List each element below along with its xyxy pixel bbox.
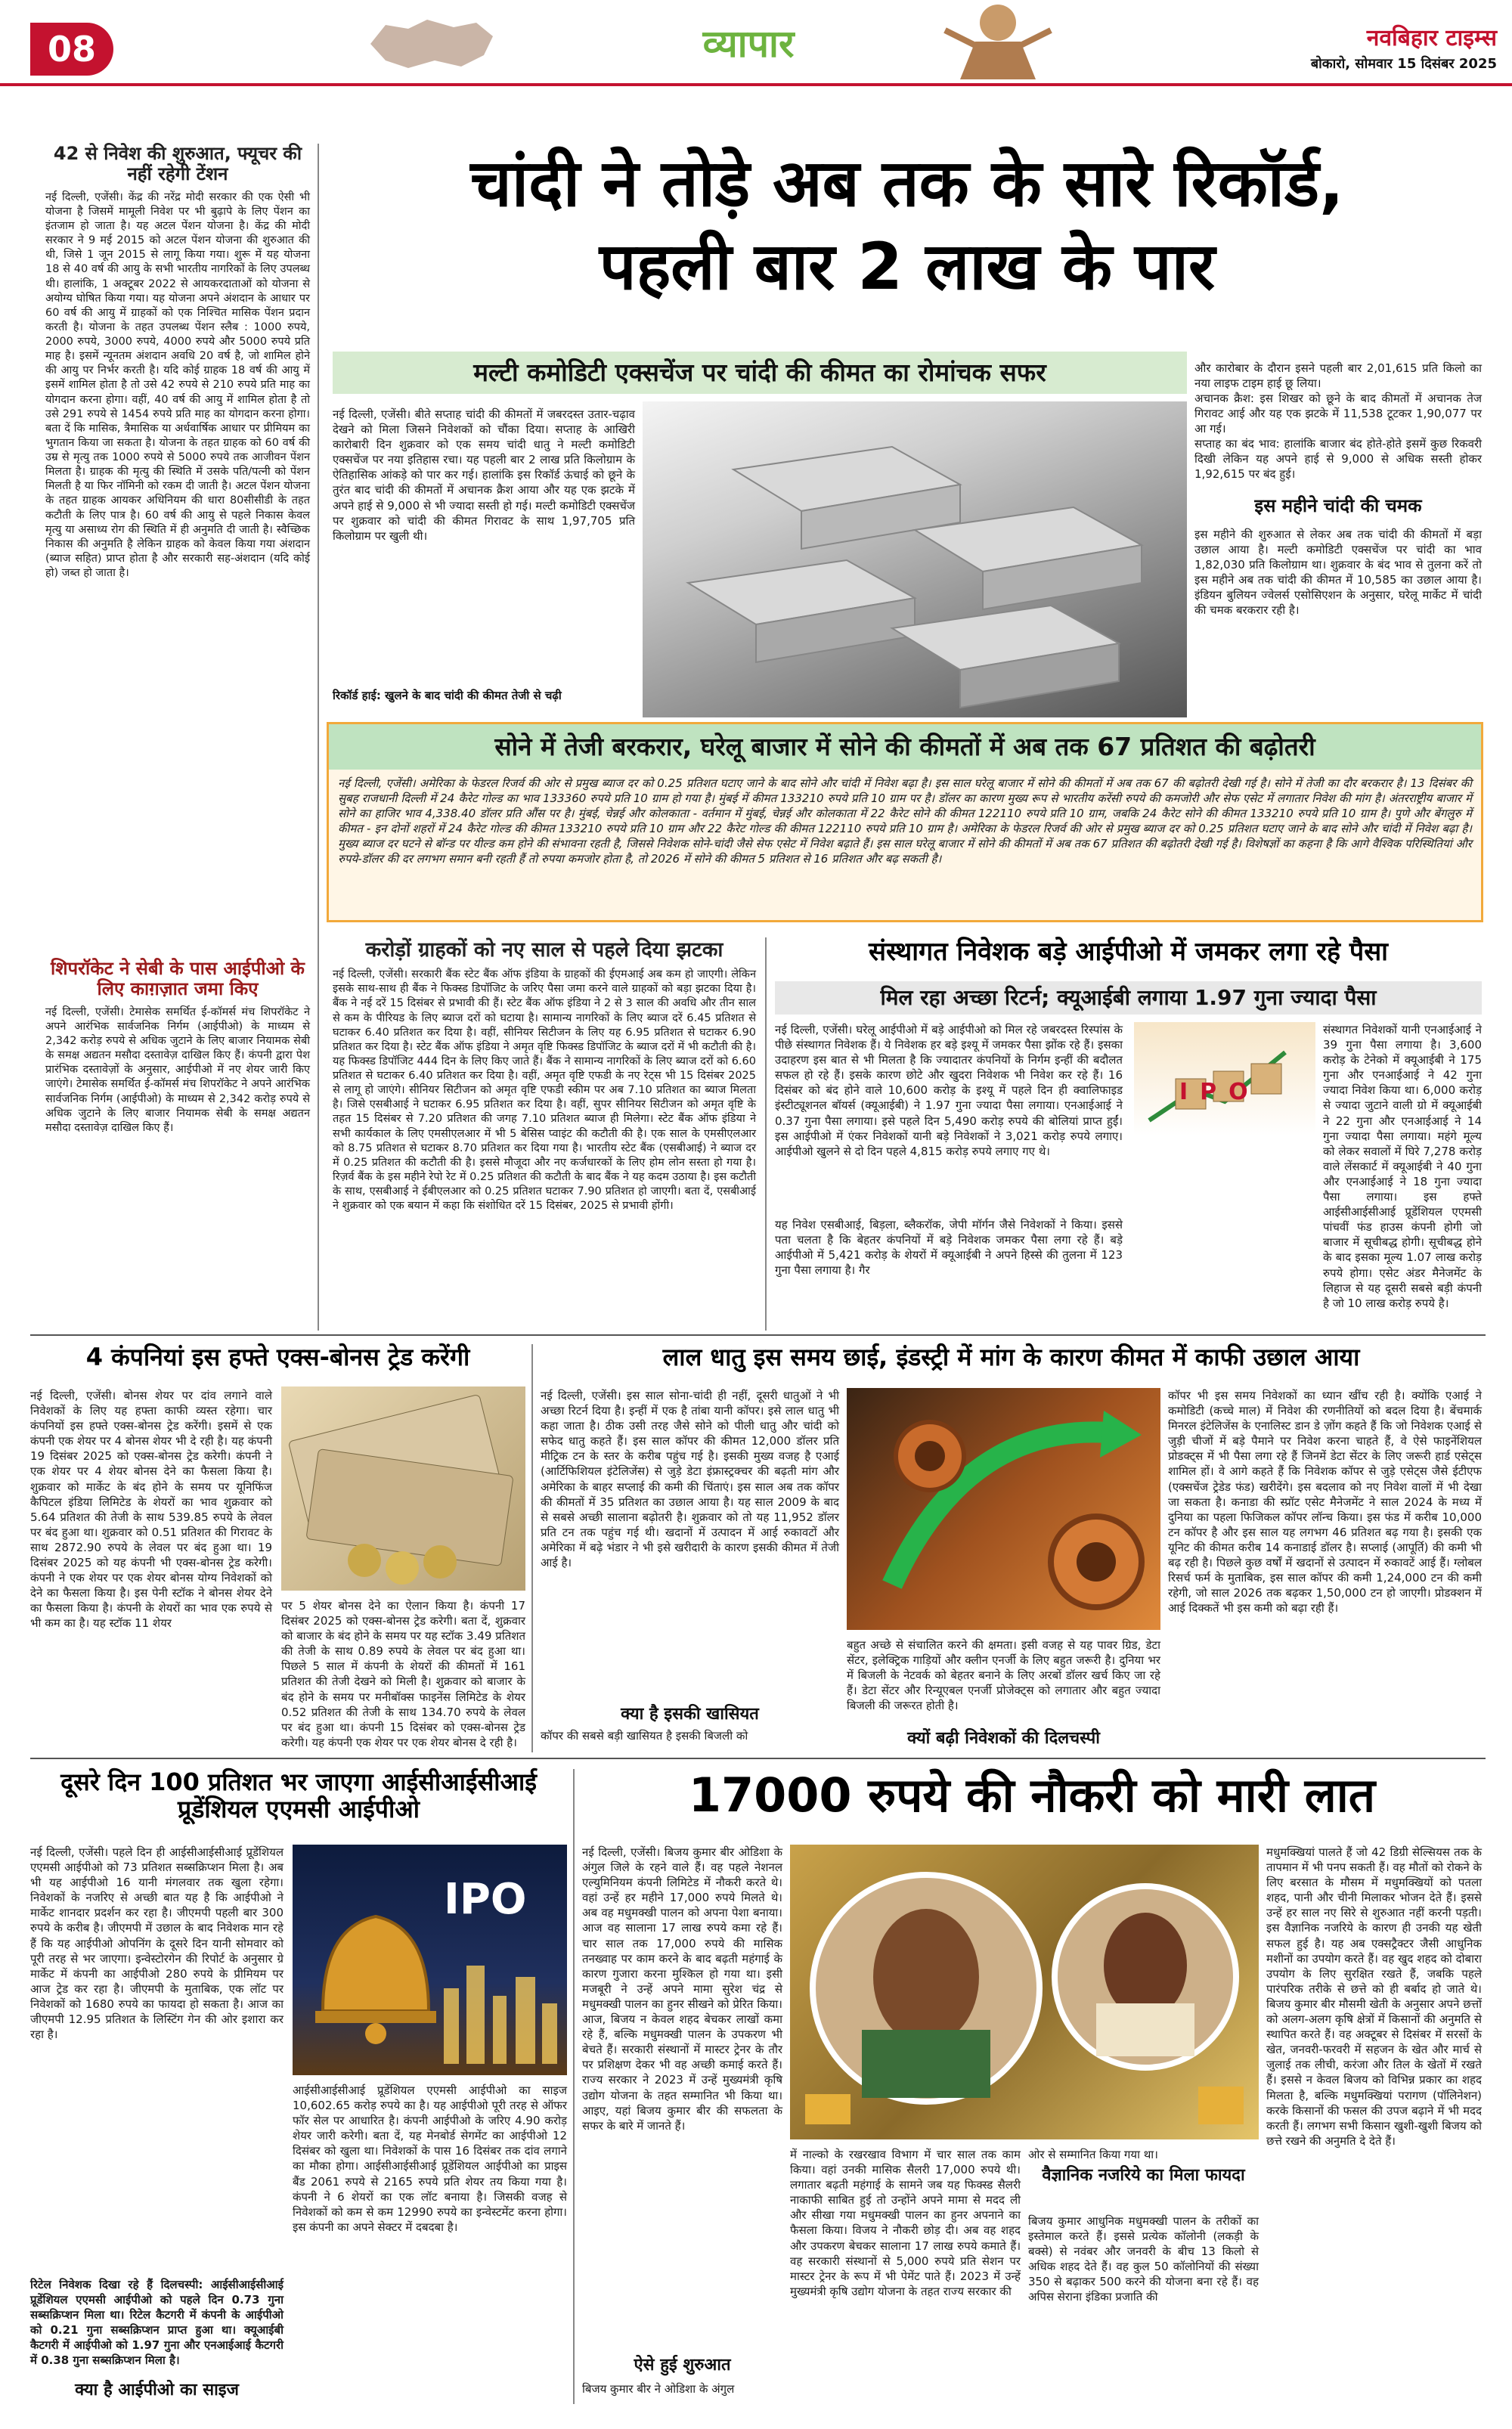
bonus-article (30, 1344, 525, 1752)
nps-body: नई दिल्ली, एजेंसी। केंद्र की नरेंद्र मोदी सरकार की एक ऐसी भी योजना है जिसमें मामूली निवेश पर भी बुढ़ापे के लिए पेंशन का इंतजाम हो जाता है। यह अटल पेंशन योजना है। केंद्र की मोदी सरकार ने 9 मई 2015 को अटल पेंशन योजना की शुरुआत की थी, जिसे 1 जून 2015 से लागू किया गया। शुरू में यह योजना 18 से 40 वर्ष की आयु के सभी भारतीय नागरिकों के लिए उपलब्ध थी। हालांकि, 1 अक्टूबर 2022 से आयकरदाताओं को योजना से अयोग्य घोषित किया गया। यह योजना अपने अंशदान के आधार पर 60 वर्ष की आयु में ग्राहकों को एक निश्चित मासिक पेंशन प्रदान करती है। योजना के तहत उपलब्ध पेंशन स्लैब : 1000 रुपये, 2000 रुपये, 3000 रुपये, 4000 रुपये और 5000 रुपये प्रति माह है। इसमें न्यूनतम अंशदान अवधि 20 वर्ष है, जो शामिल होने की आयु पर निर्भर करती है। यदि कोई ग्राहक 18 वर्ष की आयु में इसमें शामिल होता है तो उसे 42 रुपये से 210 रुपये प्रति माह का योगदान करना होगा। वहीं, 40 वर्ष की आयु में शामिल होता है तो उसे 291 रुपये से 1454 रुपये प्रति माह का योगदान करना होगा। बता दें कि मासिक, त्रैमासिक या अर्धवार्षिक आधार पर प्रीमियम का भुगतान किया जा सकता है। योजना के तहत ग्राहक को 60 वर्ष की उम्र से मृत्यु तक 1000 रुपये से 5000 रुपये तक आजीवन पेंशन मिलता है। ग्राहक की मृत्यु की स्थिति में उसके पति/पत्नी को पेंशन मिलती है या फिर नॉमिनी को रकम दी जाती है। अटल पेंशन योजना के तहत ग्राहक आयकर अधिनियम की धारा 80सीसीडी के तहत कटौती के लिए पात्र है। 60 वर्ष की आयु से पहले निकास केवल मृत्यु या असाध्य रोग की स्थिति में ही अनुमति दी जाती है। स्वैच्छिक निकास की अनुमति है लेकिन ग्राहक को केवल किया गया अंशदान (ब्याज सहित) प्राप्त होता है और सरकारी सह-अंशदान (यदि कोई हो) जब्त हो जाता है। (45, 191, 310, 579)
copper-article (541, 1344, 1482, 1752)
job-subhead-2: वैज्ञानिक नजरिये का मिला फायदा (1042, 2166, 1245, 2185)
ipo-body-left-b: यह निवेश एसबीआई, बिड़ला, ब्लैकरॉक, जेपी मॉर्गन जैसे निवेशकों ने किया। इससे पता चलता है कि बेहतर कंपनियों में बड़े निवेशक जमकर पैसा लगा रहे हैं। बड़े आईपीओ में 5,421 करोड़ के शेयरों में क्यूआईबी ने अपने हिस्से की तुलना में 123 गुना पैसा लगाया है। गैर (775, 1218, 1123, 1278)
job-body-col4: मधुमक्खियां पालते हैं जो 42 डिग्री सेल्सियस तक के तापमान में भी पनप सकती हैं। वह मौतों को रोकने के लिए बरसात के मौसम में मधुमक्खियों को पतला शहद, पानी और चीनी मिलाकर भोजन देते हैं। इससे उन्हें हर साल नए सिरे से शुरुआत नहीं करनी पड़ती। इस वैज्ञानिक नजरिये के कारण ही उनकी यह खेती सफल हुई है। यह अब एक्सट्रैक्टर जैसी आधुनिक मशीनों का उपयोग करते हैं। वह खुद शहद को दोबारा उपयोग के लिए सुरक्षित रखते हैं, जबकि पहले पारंपरिक तरीके से छत्ते को ही बर्बाद हो जाते थे। बिजय कुमार बीर मौसमी खेती के अनुसार अपने छत्तों को अलग-अलग कृषि क्षेत्रों में किसानों की अनुमति से स्थापित करते हैं। वह अक्टूबर से दिसंबर में सरसों के खेत, जनवरी-फरवरी में सहजन के खेत और मार्च से जुलाई तक लीची, करंजा और तिल के खेतों में रखते हैं। इससे न केवल बिजय को विभिन्न प्रकार का शहद मिलता है, बल्कि मधुमक्खियां परागण (पॉलिनेशन) करके किसानों की फसल की उपज बढ़ाने में भी मदद करती हैं। लगभग सभी किसान खुशी-खुशी बिजय को छत्ते रखने की अनुमति दे देते हैं। (1266, 1845, 1482, 2148)
sbi-article (333, 939, 756, 1213)
ipo-body-left: नई दिल्ली, एजेंसी। घरेलू आईपीओ में बड़े आईपीओ को मिल रहे जबरदस्त रिस्पांस के पीछे संस्थागत निवेशक हैं। ये निवेशक हर बड़े इश्यू में जमकर पैसा झोंक रहे हैं। इसका उदाहरण इस बात से भी मिलता है कि ज्यादातर कंपनियों के निर्गम इन्हीं की बदौलत सफल हो रहे हैं। इसके कारण छोटे और खुदरा निवेशक भी निवेश कर रहे हैं। 16 दिसंबर को बंद होने वाले 10,600 करोड़ के इश्यू में पहले दिन ही क्वालिफाइड इंस्टीट्यूशनल बॉयर्स (क्यूआईबी) ने 1.97 गुना ज्यादा पैसा लगाया। एनआईआई ने 0.37 गुना पैसा लगाया। इसे पहले दिन 5,490 करोड़ रुपये की बोलियां प्राप्त हुईं। इस आईपीओ में एंकर निवेशकों यानी बड़े निवेशकों ने 3,021 करोड़ रुपये लगाए। आईपीओ खुलने से दो दिन पहले 4,815 करोड़ रुपये लगाए गए थे। (775, 1023, 1123, 1158)
ipo-bell-image (293, 1845, 567, 2075)
shiprocket-body: नई दिल्ली, एजेंसी। टेमासेक समर्थित ई-कॉमर्स मंच शिपरॉकेट ने अपने आरंभिक सार्वजनिक निर्गम (आईपीओ) के माध्यम से 2,342 करोड़ रुपये से अधिक जुटाने के लिए बाजार नियामक सेबी के समक्ष अद्यतन मसौदा दस्तावेज़ दाखिल किए हैं। कंपनी द्वारा पेश प्रारंभिक दस्तावेज़ों के अनुसार, आईपीओ में नए शेयर जारी किए जाएंगे। टेमासेक समर्थित ई-कॉमर्स मंच शिपरॉकेट ने अपने आरंभिक सार्वजनिक निर्गम (आईपीओ) के माध्यम से 2,342 करोड़ रुपये से अधिक जुटाने के लिए बाजार नियामक सेबी के समक्ष अद्यतन मसौदा दस्तावेज़ दाखिल किए हैं। (45, 1005, 310, 1134)
copper-body-right: कॉपर भी इस समय निवेशकों का ध्यान खींच रही है। क्योंकि एआई ने कमोडिटी (कच्चे माल) में निवेश की रणनीतियों को बदल दिया है। बेंचमार्क मिनरल इंटेलिजेंस के एनालिस्ट डान डे ज़ोंग कहते हैं कि जो निवेशक एआई से जुड़ी चीजों में बड़े पैमाने पर निवेश करना चाहते हैं, वे ऐसे फाइनेंशियल प्रोडक्ट्स में भी पैसा लगा रहे हैं जिनमें डेटा सेंटर के लिए जरूरी हार्ड एसेट्स शामिल हों। वे आगे कहते हैं कि निवेशक कॉपर से जुड़े एसेट्स जैसे ईटीएफ (एक्सचेंज ट्रेडेड फंड) खरीदेंगे। इस बदलाव को नए निवेश वालों में भी देखा जा सकता है। कनाडा की स्प्रॉट एसेट मैनेजमेंट ने साल 2024 के मध्य में दुनिया का पहला फिजिकल कॉपर लॉन्च किया। इस फंड में करीब 10,000 टन कॉपर है और इस साल यह लगभग 46 प्रतिशत बढ़ गया है। इसकी एक यूनिट की कीमत करीब 14 कनाडाई डॉलर है। सप्लाई (आपूर्ति) की कमी भी बढ़ रही है। पिछले कुछ वर्षों में खदानों से उत्पादन में रुकावटें आई हैं। ग्लोबल रिसर्च फर्म के मुताबिक, इस साल कॉपर की कमी 1,24,000 टन की कमी रहेगी, जो साल 2026 तक बढ़कर 1,50,000 टन हो जाएगी। प्रोडक्शन में आई दिक्कतें भी इस कमी को बढ़ा रही हैं। (1168, 1389, 1482, 1616)
copper-subhead-1: क्या है इसकी खासियत (621, 1705, 759, 1724)
sbi-headline: करोड़ों ग्राहकों को नए साल से पहले दिया झटका (365, 938, 723, 962)
newspaper-name: नवबिहार टाइम्स (1366, 25, 1497, 51)
job-body-col1-b: बिजय कुमार बीर ने ओडिशा के अंगुल (582, 2382, 735, 2396)
currency-image (281, 1386, 525, 1591)
silver-headline-1: चांदी ने तोड़े अब तक के सारे रिकॉर्ड, (470, 146, 1344, 222)
copper-body-left-b: कॉपर की सबसे बड़ी खासियत है इसकी बिजली को (541, 1729, 748, 1743)
icici-headline-1: दूसरे दिन 100 प्रतिशत भर जाएगा आईसीआईसीआई (60, 1768, 537, 1796)
silver-bars-image (643, 401, 1187, 717)
silver-headline-2: पहली बार 2 लाख के पार (599, 229, 1216, 305)
job-body-col3-b: बिजय कुमार आधुनिक मधुमक्खी पालन के तरीकों का इस्तेमाल करते हैं। इससे प्रत्येक कॉलोनी (लकड़ी के बक्से) से नवंबर और जनवरी के बीच 13 किलो से अधिक शहद देते हैं। वह कुल 50 कॉलोनियों की संख्या 350 से बढ़ाकर 500 करने की योजना बना रहे हैं। वह अपिस सेराना इंडिका प्रजाति की (1028, 2214, 1259, 2304)
job-body-col2: में नाल्को के रखरखाव विभाग में चार साल तक काम किया। वहां उनकी मासिक सैलरी 17,000 रुपये थी। लगातार बढ़ती महंगाई के सामने जब यह फिक्स्ड सैलरी नाकाफी साबित हुई तो उन्होंने अपने मामा से मदद ली और सीखा गया मधुमक्खी पालन का हुनर अपनाने का फैसला किया। विजय ने नौकरी छोड़ दी। अब वह शहद और उपकरण बेचकर सालाना 17 लाख रुपये कमाते हैं। वह सरकारी संस्थानों से 5,000 रुपये प्रति सेशन पर मास्टर ट्रेनर के रूप में भी पेमेंट पाते हैं। 2023 में उन्हें मुख्यमंत्री कृषि उद्योग योजना के तहत राज्य सरकार की (790, 2148, 1021, 2298)
shiprocket-article (45, 959, 310, 1135)
page-number: 08 (30, 23, 113, 76)
bonus-headline: 4 कंपनियां इस हफ्ते एक्स-बोनस ट्रेड करेंगी (85, 1343, 470, 1371)
silver-record-high: रिकॉर्ड हाई: खुलने के बाद चांदी की कीमत तेजी से चढ़ी (333, 689, 562, 702)
ipo-subhead: मिल रहा अच्छा रिटर्न; क्यूआईबी लगाया 1.97 गुना ज्यादा पैसा (775, 981, 1482, 1015)
silver-article (333, 147, 1482, 722)
bonus-body-left: नई दिल्ली, एजेंसी। बोनस शेयर पर दांव लगाने वाले निवेशकों के लिए यह हफ्ता काफी व्यस्त रहेगा। चार कंपनियों इस हफ्ते एक्स-बोनस ट्रेड करेंगी। इसमें से एक कंपनी एक शेयर पर 4 बोनस शेयर भी दे रही है। यह कंपनी 19 दिसंबर 2025 को एक्स-बोनस ट्रेड करेगी। कंपनी ने एक शेयर पर 4 शेयर बोनस देने का फैसला किया है। शुक्रवार को मार्केट के बंद होने के समय पर यूनिफिंज कैपिटल इंडिया लिमिटेड के शेयरों का भाव शुक्रवार को 5.64 प्रतिशत की तेजी के साथ 539.85 रुपये के लेवल पर बंद हुआ था। शुक्रवार को 0.51 प्रतिशत की गिरावट के साथ 2872.90 रुपये के लेवल पर बंद हुआ था। 19 दिसंबर 2025 को यह कंपनी भी एक्स-बोनस ट्रेड करेगी। कंपनी ने एक शेयर पर एक शेयर बोनस योग्य निवेशकों को देने का फैसला किया है। इस पेनी स्टॉक ने बोनस शेयर देने का फैसला किया है। कंपनी के शेयरों का भाव एक रुपये से भी कम का है। यह स्टॉक 11 शेयर (30, 1389, 272, 1631)
copper-image (847, 1388, 1160, 1630)
job-article (582, 1769, 1482, 2404)
issue-date: बोकारो, सोमवार 15 दिसंबर 2025 (1310, 56, 1497, 72)
icici-body-left: नई दिल्ली, एजेंसी। पहले दिन ही आईसीआईसीआई प्रूडेंशियल एएमसी आईपीओ को 73 प्रतिशत सब्सक्रिप्शन मिला है। अब भी यह आईपीओ 16 यानी मंगलवार तक खुला रहेगा। निवेशकों के नजरिए से अच्छी बात यह है कि आईपीओ ने मार्केट शानदार प्रदर्शन कर रहा है। जीएमपी पहली बार 300 रुपये के करीब है। जीएमपी में उछाल के बाद निवेशक मान रहे हैं कि यह आईपीओ ओपनिंग के दूसरे दिन यानी सोमवार को पूरी तरह से भर जाएगा। इन्वेस्टोरगेन की रिपोर्ट के अनुसार ग्रे मार्केट में कंपनी का आईपीओ 280 रुपये के प्रीमियम पर आज ट्रेड कर रहा है। जीएमपी के मुताबिक, एक लॉट पर निवेशकों को 1680 रुपये का फायदा हो सकता है। आज का जीएमपी 12.95 प्रतिशत के लिस्टिंग गेन की ओर इशारा कर रहा है। (30, 1845, 284, 2042)
silver-body-left: नई दिल्ली, एजेंसी। बीते सप्ताह चांदी की कीमतों में जबरदस्त उतार-चढ़ाव देखने को मिला जिसने निवेशकों को चौंका दिया। सप्ताह के आखिरी कारोबारी दिन शुक्रवार को एक समय चांदी धातु ने मल्टी कमोडिटी एक्सचेंज पर नया इतिहास रचा। यह पहली बार 2 लाख प्रति किलोग्राम के ऐतिहासिक आंकड़े को पार कर गई। हालांकि इस रिकॉर्ड ऊंचाई को छूने के तुरंत बाद चांदी की कीमतों में अचानक क्रैश आया और यह एक झटके में अपने हाई से 9,000 से भी ज्यादा सस्ती हो गई। मल्टी कमोडिटी एक्सचेंज पर शुक्रवार को चांदी की कीमत गिरावट के साथ 1,97,705 प्रति किलोग्राम पर खुली थी। (333, 407, 635, 543)
section-title: व्यापार (702, 22, 795, 66)
silver-subhead-2: इस महीने चांदी की चमक (1254, 495, 1422, 516)
ipo-headline: संस्थागत निवेशक बड़े आईपीओ में जमकर लगा रहे पैसा (868, 937, 1388, 967)
job-body-col3-a: ओर से सम्मानित किया गया था। (1028, 2148, 1158, 2161)
icici-body-right: आईसीआईसीआई प्रूडेंशियल एएमसी आईपीओ का साइज 10,602.65 करोड़ रुपये का है। यह आईपीओ पूरी तरह से ऑफर फॉर सेल पर आधारित है। कंपनी आईपीओ के जरिए 4.90 करोड़ शेयर जारी करेगी। बता दें, यह मेनबोर्ड सेगमेंट का आईपीओ 12 दिसंबर को खुला था। निवेशकों के पास 16 दिसंबर तक दांव लगाने का मौका होगा। आईसीआईसीआई प्रूडेंशियल आईपीओ का प्राइस बैंड 2061 रुपये से 2165 रुपये प्रति शेयर तय किया गया है। कंपनी ने 6 शेयरों का एक लॉट बनाया है। जिसकी वजह से निवेशकों को कम से कम 12990 रुपये का इन्वेस्टमेंट करना होगा। इस कंपनी का अपने सेक्टर में दबदबा है। (293, 2084, 567, 2234)
gold-article (327, 722, 1483, 922)
icici-body-left-b: रिटेल निवेशक दिखा रहे हैं दिलचस्पी: आईसीआईसीआई प्रूडेंशियल एएमसी आईपीओ को पहले दिन 0.73 गुना सब्सक्रिप्शन मिला था। रिटेल कैटगरी में कंपनी के आईपीओ को 0.21 गुना सब्सक्रिप्शन प्राप्त हुआ था। क्यूआईबी कैटगरी में आईपीओ को 1.97 गुना और एनआईआई कैटगरी में 0.38 गुना सब्सक्रिप्शन मिला है। (30, 2278, 284, 2368)
bihar-map-icon (363, 14, 499, 74)
icici-headline-2: प्रूडेंशियल एएमसी आईपीओ (178, 1794, 420, 1823)
silver-body-right-b: अचानक क्रैश: इस शिखर को छूने के बाद कीमतों में अचानक तेज गिरावट आई और यह एक झटके में 11,538 टूटकर 1,90,077 पर आ गई। (1194, 392, 1482, 436)
ipo-bell-label: IPO (444, 1875, 527, 1924)
nps-article (45, 144, 310, 581)
ipo-blocks-image (1134, 1022, 1315, 1135)
copper-body-left: नई दिल्ली, एजेंसी। इस साल सोना-चांदी ही नहीं, दूसरी धातुओं ने भी अच्छा रिटर्न दिया है। इन्हीं में एक है तांबा यानी कॉपर। इसे लाल धातु भी कहा जाता है। ठीक उसी तरह जैसे सोने को पीली धातु और चांदी को सफेद धातु कहते हैं। इस साल कॉपर की कीमत 12,000 डॉलर प्रति मीट्रिक टन के स्तर के करीब पहुंच गई है। इसकी मुख्य वजह है एआई (आर्टिफिशियल इंटेलिजेंस) से जुड़े डेटा इंफ्रास्ट्रक्चर की बढ़ती मांग और अमेरिका के बाहर सप्लाई की कमी की चिंताएं। इस साल अब तक कॉपर की कीमतों में 35 प्रतिशत का उछाल आया है। यह साल 2009 के बाद से सबसे अच्छी सालाना बढ़ोतरी है। शुक्रवार को तो यह 11,952 डॉलर प्रति टन तक पहुंच गई थी। खदानों में उत्पादन में आई रुकावटों और अमेरिका में बढ़े भंडार ने भी इसे खरीदारी के कारण इसकी कीमत में तेजी आई है। (541, 1389, 839, 1570)
gold-headline: सोने में तेजी बरकरार, घरेलू बाजार में सोने की कीमतों में अब तक 67 प्रतिशत की बढ़ोतरी (329, 724, 1481, 770)
beekeeper-photo (790, 1845, 1259, 2139)
job-subhead-1: ऐसे हुई शुरुआत (634, 2356, 731, 2375)
ipo-body-right: संस्थागत निवेशकों यानी एनआईआई ने 39 गुना पैसा लगाया है। 3,600 करोड़ के टेनेको में क्यूआईबी ने 175 गुना और एनआईआई ने 42 गुना ज्यादा निवेश किया था। 6,000 करोड़ से ज्यादा जुटाने वाली ग्रो में क्यूआईबी ने 22 गुना और एनआईआई ने 14 गुना ज्यादा पैसा लगाया। महंगे मूल्य को लेकर सवालों में घिरे 7,278 करोड़ वाले लेंसकार्ट में क्यूआईबी ने 40 गुना और एनआईआई ने 18 गुना ज्यादा पैसा लगाया। इस हफ्ते आईसीआईसीआई प्रूडेंशियल एएमसी पांचवीं फंड हाउस कंपनी होगी जो बाजार में सूचीबद्ध होगी। सूचीबद्ध होने के बाद इसका मूल्य 1.07 लाख करोड़ रुपये होगा। एसेट अंडर मैनेजमेंट के लिहाज से यह दूसरी सबसे बड़ी कंपनी है जो 10 लाख करोड़ रुपये है। (1323, 1023, 1482, 1310)
copper-subhead-2: क्यों बढ़ी निवेशकों की दिलचस्पी (907, 1729, 1100, 1748)
copper-body-middle: बहुत अच्छे से संचालित करने की क्षमता। इसी वजह से यह पावर ग्रिड, डेटा सेंटर, इलेक्ट्रिक गाड़ियों और क्लीन एनर्जी के लिए बहुत जरूरी है। दुनिया भर में बिजली के नेटवर्क को बेहतर बनाने के लिए अरबों डॉलर खर्च किए जा रहे हैं। डेटा सेंटर और रिन्यूएबल एनर्जी प्रोजेक्ट्स को लगातार और बहुत ज्यादा बिजली की जरूरत होती है। (847, 1638, 1160, 1713)
statue-icon (930, 0, 1066, 79)
ipo-blocks-label: IPO (1179, 1079, 1260, 1105)
shiprocket-headline: शिपरॉकेट ने सेबी के पास आईपीओ के लिए काग़ज़ात जमा किए (51, 958, 305, 999)
icici-article (30, 1769, 567, 2404)
silver-body-right-d: इस महीने की शुरुआत से लेकर अब तक चांदी की कीमतों में बड़ा उछाल आया है। मल्टी कमोडिटी एक्सचेंज पर चांदी का भाव 1,82,030 प्रति किलोग्राम था। शुक्रवार के बंद भाव से तुलना करें तो इस महीने अब तक चांदी की कीमत में 10,585 का उछाल आया है। इंडियन बुलियन ज्वेलर्स एसोसिएशन के अनुसार, घरेलू मार्केट में चांदी की चमक बरकरार रही है। (1194, 528, 1482, 618)
copper-headline: लाल धातु इस समय छाई, इंडस्ट्री में मांग के कारण कीमत में काफी उछाल आया (662, 1343, 1360, 1371)
ipo-article (775, 937, 1482, 1331)
icici-subhead: क्या है आईपीओ का साइज (75, 2381, 239, 2400)
silver-body-right-a: और कारोबार के दौरान इसने पहली बार 2,01,615 प्रति किलो का नया लाइफ टाइम हाई छू लिया। (1194, 361, 1482, 391)
masthead (0, 0, 1512, 83)
nps-headline: 42 से निवेश की शुरुआत, फ्यूचर की नहीं रहेगी टेंशन (53, 143, 302, 184)
gold-body: नई दिल्ली, एजेंसी। अमेरिका के फेडरल रिजर्व की ओर से प्रमुख ब्याज दर को 0.25 प्रतिशत घटाए जाने के बाद सोने और चांदी में निवेश बढ़ा है। इस साल घरेलू बाजार में सोने की कीमतों में अब तक 67 की बढ़ोतरी देखी गई है। सोने में तेजी का दौर बरकरार है। 13 दिसंबर की सुबह राजधानी दिल्ली में 24 कैरेट गोल्ड का भाव 133360 रुपये प्रति 10 ग्राम हो गया है। मुंबई में कीमत 133210 रुपये प्रति 10 ग्राम पर है। डॉलर का कारण मुख्य रूप से भारतीय करेंसी रुपये की कमजोरी और सेफ एसेट में लगातार निवेश की मांग है। अंतरराष्ट्रीय बाजार में सोने का हाजिर भाव 4,338.40 डॉलर प्रति औंस पर है। मुंबई, चेन्नई और कोलकाता - वर्तमान में मुंबई, चेन्नई और कोलकाता में 22 कैरेट सोने की कीमत 122110 रुपये प्रति 10 ग्राम, जबकि 24 कैरेट सोने की कीमत 133210 रुपये प्रति 10 ग्राम है। पुणे और बेंगलुरु में कीमत - इन दोनों शहरों में 24 कैरेट गोल्ड की कीमत 133210 रुपये प्रति 10 ग्राम और 22 कैरेट गोल्ड की कीमत 122110 रुपये प्रति 10 ग्राम है। अमेरिका के फेडरल रिजर्व की ओर से प्रमुख ब्याज दर को 0.25 प्रतिशत घटाए जाने के बाद सोने और चांदी में निवेश बढ़ा है। मुख्य ब्याज दर घटने से बॉन्ड पर यील्ड कम होने की संभावना रहती है, जिससे निवेशक सोने-चांदी जैसे सेफ एसेट में निवेश बढ़ाते हैं। इस साल घरेलू बाजार में सोने की कीमतों में अब तक 67 प्रतिशत की बढ़ोतरी देखी गई है। विशेषज्ञों का कहना है कि आगे वैश्विक परिस्थितियां और रुपये-डॉलर की दर लगभग समान बनी रहती हैं तो रुपया कमजोर होता है, तो 2026 में सोने की कीमत 5 प्रतिशत से 16 प्रतिशत और बढ़ सकती है। (338, 776, 1472, 866)
job-headline: 17000 रुपये की नौकरी को मारी लात (688, 1768, 1376, 1823)
silver-subhead: मल्टी कमोडिटी एक्सचेंज पर चांदी की कीमत का रोमांचक सफर (333, 352, 1187, 394)
sbi-body: नई दिल्ली, एजेंसी। सरकारी बैंक स्टेट बैंक ऑफ इंडिया के ग्राहकों की ईएमआई अब कम हो जाएगी। लेकिन इसके साथ-साथ ही बैंक ने फिक्स्ड डिपॉजिट के जरिए पैसा जमा करने वाले ग्राहकों को बड़ा झटका दिया है। बैंक ने नई दरें 15 दिसंबर से प्रभावी की हैं। स्टेट बैंक ऑफ इंडिया ने 2 से 3 साल की अवधि और तीन साल से कम के पीरियड के लिए ब्याज दरों को घटाया है। सामान्य नागरिकों के लिए ब्याज दरें 6.45 प्रतिशत से घटाकर 6.40 प्रतिशत कर दिया है। वहीं, सीनियर सिटीजन के लिए यह 6.95 प्रतिशत से घटाकर 6.90 प्रतिशत कर दिया है। स्टेट बैंक ऑफ इंडिया ने अमृत वृष्टि फिक्स्ड डिपॉजिट के ब्याज दरों में भी कटौती की है। यह फिक्स्ड डिपॉजिट 444 दिन के लिए किए जाते हैं। बैंक ने सामान्य नागरिकों के लिए ब्याज दरों को 6.60 प्रतिशत से घटाकर 6.40 प्रतिशत कर दिया है। वहीं, अमृत वृष्टि एफडी के नए रेट्स भी 15 दिसंबर 2025 से लागू हो जाएंगे। सीनियर सिटीजन को अमृत वृष्टि एफडी स्कीम पर अब 7.10 प्रतिशत का ब्याज मिलता है। जिसे एसबीआई ने घटाकर 6.95 प्रतिशत कर दिया है। वहीं, सुपर सीनियर सिटीजन को अमृत वृष्टि के तहत 15 दिसंबर से 7.20 प्रतिशत की जगह 7.10 प्रतिशत ब्याज ही मिलेगा। स्टेट बैंक ऑफ इंडिया ने सभी कार्यकाल के लिए एमसीएलआर में भी 5 बेसिस प्वाइंट की कटौती की है। एक साल के एमसीएलआर को 8.75 प्रतिशत से घटाकर 8.70 प्रतिशत कर दिया गया है। भारतीय स्टेट बैंक (एसबीआई) ने ब्याज दर में 0.25 प्रतिशत की कटौती की है। इससे मौजूदा और नए कर्जधारकों के लिए होम लोन सस्ता हो गया है। रिज़र्व बैंक के इस महीने रेपो रेट में 0.25 प्रतिशत की कटौती के बाद बैंक ने यह कदम उठाया है। इस कटौती के साथ, एसबीआई ने ईबीएलआर को 0.25 प्रतिशत घटाकर 7.90 प्रतिशत हो जाएगी। बता दें, एसबीआई ने शुक्रवार को एक बयान में कहा कि संशोधित दरें 15 दिसंबर, 2025 से प्रभावी होंगी। (333, 968, 756, 1213)
job-body-col1: नई दिल्ली, एजेंसी। बिजय कुमार बीर ओडिशा के अंगुल जिले के रहने वाले हैं। वह पहले नेशनल एल्युमिनियम कंपनी लिमिटेड में नौकरी करते थे। वहां उन्हें हर महीने 17,000 रुपये मिलते थे। अब वह मधुमक्खी पालन को अपना पेशा बनाया। आज वह सालाना 17 लाख रुपये कमा रहे हैं। चार साल तक 17,000 रुपये की मासिक तनख्वाह पर काम करने के बाद बढ़ती महंगाई के कारण गुजारा करना मुश्किल हो गया था। इसी मजबूरी ने उन्हें अपने मामा सुरेश चंद्र से मधुमक्खी पालन का हुनर सीखने को प्रेरित किया। आज, बिजय न केवल शहद बेचकर लाखों कमा रहे हैं, बल्कि मधुमक्खी पालन के उपकरण भी बेचते हैं। सरकारी संस्थानों में मास्टर ट्रेनर के तौर पर प्रशिक्षण देकर भी वह अच्छी कमाई करते हैं। राज्य सरकार ने 2023 में उन्हें मुख्यमंत्री कृषि उद्योग योजना के तहत सम्मानित भी किया था। आइए, यहां बिजय कुमार बीर की सफलता के सफर के बारे में जानते हैं। (582, 1845, 782, 2133)
bonus-body-right: पर 5 शेयर बोनस देने का ऐलान किया है। कंपनी 17 दिसंबर 2025 को एक्स-बोनस ट्रेड करेगी। बता दें, शुक्रवार को बाजार के बंद होने के समय पर यह स्टॉक 3.49 प्रतिशत की तेजी के साथ 0.89 रुपये के लेवल पर बंद हुआ था। पिछले 5 साल में कंपनी के शेयरों की कीमतों में 161 प्रतिशत की तेजी देखने को मिली है। शुक्रवार को बाजार के बंद होने के समय पर मनीबॉक्स फाइनेंस लिमिटेड के शेयर 0.52 प्रतिशत की तेजी के साथ 134.70 रुपये के लेवल पर बंद हुआ था। कंपनी 15 दिसंबर को एक्स-बोनस ट्रेड करेगी। यह कंपनी एक शेयर पर एक शेयर बोनस दे रही है। (281, 1599, 525, 1749)
silver-body-right-c: सप्ताह का बंद भाव: हालांकि बाजार बंद होते-होते इसमें कुछ रिकवरी दिखी लेकिन यह अपने हाई से 9,000 से अधिक सस्ती होकर 1,92,615 पर बंद हुई। (1194, 437, 1482, 482)
